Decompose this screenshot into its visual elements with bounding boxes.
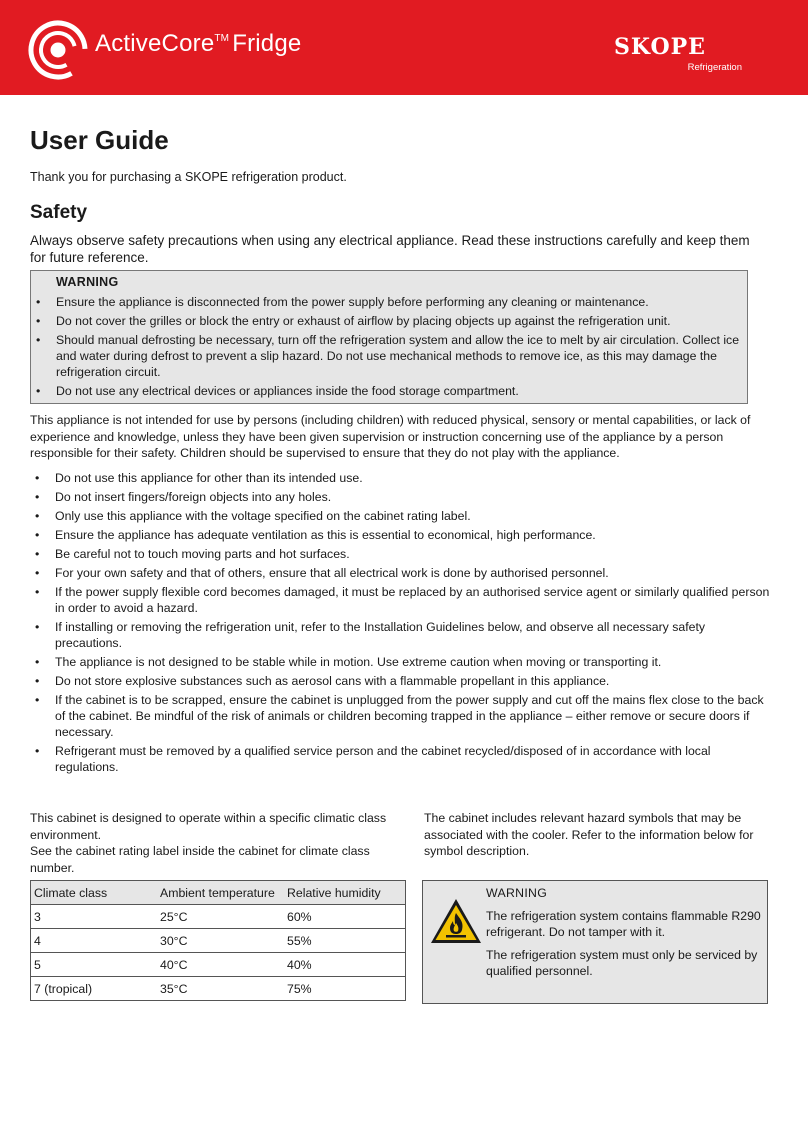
list-item: • The appliance is not designed to be stable while in motion. Use extreme caution when moving or transporting it. bbox=[30, 654, 770, 670]
table-header: Ambient temperature bbox=[157, 881, 284, 905]
climate-table bbox=[30, 880, 406, 1001]
hazard-intro bbox=[424, 810, 774, 860]
hazard-warning-box bbox=[422, 880, 768, 1004]
main-content bbox=[30, 124, 770, 778]
safety-intro: Always observe safety precautions when using any electrical appliance. Read these instructions carefully and keep them for future reference. bbox=[30, 233, 750, 265]
hazard-text-1: The refrigeration system contains flammable R290 refrigerant. Do not tamper with it. bbox=[486, 909, 761, 939]
table-row bbox=[31, 929, 406, 953]
list-item: • If the cabinet is to be scrapped, ensure the cabinet is unplugged from the power supply and cut off the mains flex close to the back of the cabinet. Be mindful of the risk of animals or children becoming trapped in the appliance – either remove or secure doors if necessary. bbox=[30, 692, 770, 740]
warning-item: • Do not use any electrical devices or appliances inside the food storage compartment. bbox=[31, 383, 747, 399]
table-cell: 25°C bbox=[157, 905, 284, 929]
hazard-warning-title: WARNING bbox=[486, 886, 548, 900]
list-item: • If the power supply flexible cord becomes damaged, it must be replaced by an authorised service agent or similarly qualified person in order to avoid a hazard. bbox=[30, 584, 770, 616]
table-cell: 35°C bbox=[157, 977, 284, 1001]
list-item: • Refrigerant must be removed by a qualified service person and the cabinet recycled/disposed of in accordance with local regulations. bbox=[30, 743, 770, 775]
list-item: • Be careful not to touch moving parts and hot surfaces. bbox=[30, 546, 770, 562]
warning-title: WARNING bbox=[56, 275, 119, 289]
warning-item: • Do not cover the grilles or block the entry or exhaust of airflow by placing objects up against the refrigeration unit. bbox=[31, 313, 747, 329]
safety-paragraph: This appliance is not intended for use by persons (including children) with reduced physical, sensory or mental capabilities, or lack of experience and knowledge, unless they have been given supervision or instruction concerning use of the appliance by a person responsible for their safety. Children should be supervised to ensure that they do not play with the appliance. bbox=[30, 413, 751, 460]
table-row bbox=[31, 953, 406, 977]
table-cell: 30°C bbox=[157, 929, 284, 953]
list-item: • Do not use this appliance for other than its intended use. bbox=[30, 470, 770, 486]
table-cell: 75% bbox=[284, 977, 406, 1001]
list-item: • For your own safety and that of others, ensure that all electrical work is done by authorised personnel. bbox=[30, 565, 770, 581]
safety-bullet-list bbox=[30, 470, 770, 775]
table-header: Climate class bbox=[31, 881, 157, 905]
list-item: • If installing or removing the refrigeration unit, refer to the Installation Guidelines below, and observe all necessary safety precautions. bbox=[30, 619, 770, 651]
list-item: • Only use this appliance with the voltage specified on the cabinet rating label. bbox=[30, 508, 770, 524]
brand-logo: SKOPE bbox=[614, 34, 706, 60]
table-cell: 40°C bbox=[157, 953, 284, 977]
page-title: User Guide bbox=[30, 125, 169, 155]
hazard-text-2: The refrigeration system must only be serviced by qualified personnel. bbox=[486, 948, 758, 978]
table-row bbox=[31, 905, 406, 929]
warning-list bbox=[31, 294, 747, 399]
table-cell: 4 bbox=[31, 929, 157, 953]
brand-subtitle: Refrigeration bbox=[687, 62, 742, 73]
table-cell: 3 bbox=[31, 905, 157, 929]
activecore-logo-icon bbox=[28, 20, 88, 80]
table-cell: 7 (tropical) bbox=[31, 977, 157, 1001]
flammable-warning-icon bbox=[429, 897, 483, 945]
hazard-intro-text: The cabinet includes relevant hazard symbols that may be associated with the cooler. Refer to the information below for symbol description. bbox=[424, 811, 754, 858]
list-item: • Ensure the appliance has adequate ventilation as this is essential to economical, high performance. bbox=[30, 527, 770, 543]
list-item: • Do not insert fingers/foreign objects into any holes. bbox=[30, 489, 770, 505]
safety-heading: Safety bbox=[30, 202, 88, 223]
table-cell: 5 bbox=[31, 953, 157, 977]
table-cell: 60% bbox=[284, 905, 406, 929]
table-header-row bbox=[31, 881, 406, 905]
intro-text: Thank you for purchasing a SKOPE refrigeration product. bbox=[30, 170, 347, 184]
list-item: • Do not store explosive substances such as aerosol cans with a flammable propellant in this appliance. bbox=[30, 673, 770, 689]
product-name: ActiveCore™ Fridge bbox=[95, 30, 302, 57]
warning-box bbox=[30, 270, 748, 404]
table-cell: 40% bbox=[284, 953, 406, 977]
climate-text-1: This cabinet is designed to operate within a specific climatic class environment. bbox=[30, 811, 387, 842]
climate-intro bbox=[30, 810, 408, 876]
header-banner bbox=[0, 0, 808, 95]
table-header: Relative humidity bbox=[284, 881, 406, 905]
climate-text-2: See the cabinet rating label inside the cabinet for climate class number. bbox=[30, 844, 370, 875]
warning-item: • Ensure the appliance is disconnected from the power supply before performing any cleaning or maintenance. bbox=[31, 294, 747, 310]
table-cell: 55% bbox=[284, 929, 406, 953]
table-row bbox=[31, 977, 406, 1001]
warning-item: • Should manual defrosting be necessary, turn off the refrigeration system and allow the ice to melt by air circulation. Collect ice and water during defrost to prevent a slip hazard. Do not use mechanical methods to remove ice, as this may damage the refrigeration circuit. bbox=[31, 332, 747, 380]
